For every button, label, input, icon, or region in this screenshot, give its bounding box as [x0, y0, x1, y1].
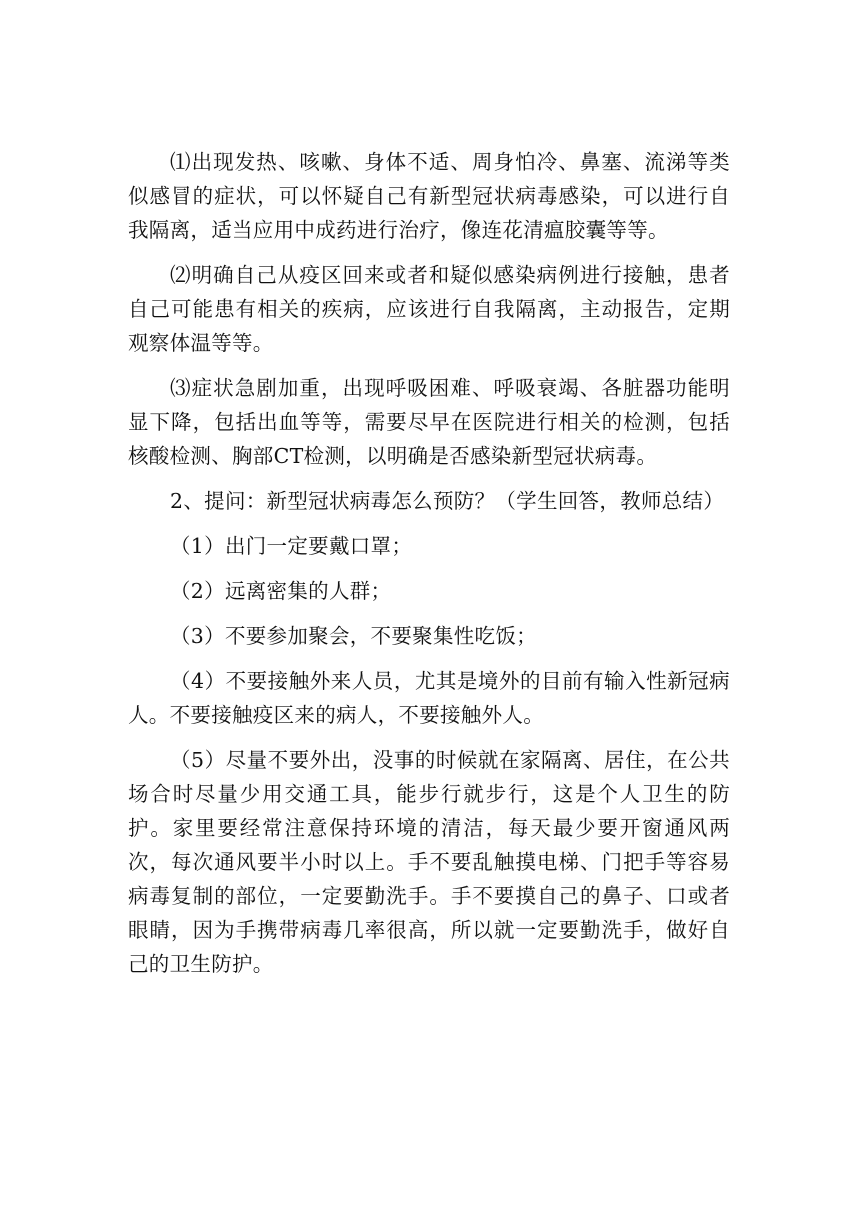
- paragraph-symptom-2: ⑵明确自己从疫区回来或者和疑似感染病例进行接触，患者自己可能患有相关的疾病，应该进行自我隔离，主动报告，定期观察体温等等。: [128, 263, 730, 355]
- prevention-item-3: （3）不要参加聚会，不要聚集性吃饭；: [170, 624, 537, 648]
- prevention-item-1: （1）出门一定要戴口罩；: [170, 534, 413, 558]
- paragraph-symptom-1: ⑴出现发热、咳嗽、身体不适、周身怕冷、鼻塞、流涕等类似感冒的症状，可以怀疑自己有新型冠状病毒感染，可以进行自我隔离，适当应用中成药进行治疗，像连花清瘟胶囊等等。: [128, 150, 730, 242]
- prevention-item-2: （2）远离密集的人群；: [170, 579, 392, 603]
- prevention-item-5: （5）尽量不要外出，没事的时候就在家隔离、居住，在公共场合时尽量少用交通工具，能步行就步行，这是个人卫生的防护。家里要经常注意保持环境的清洁，每天最少要开窗通风两次，每次通风要半小时以上。手不要乱触摸电梯、门把手等容易病毒复制的部位，一定要勤洗手。手不要摸自己的鼻子、口或者眼睛，因为手携带病毒几率很高，所以就一定要勤洗手，做好自己的卫生防护。: [128, 748, 730, 976]
- document-page: [128, 145, 730, 992]
- paragraph-question-prevention: 2、提问：新型冠状病毒怎么预防？（学生回答，教师总结）: [170, 489, 725, 513]
- paragraph-symptom-3: ⑶症状急剧加重，出现呼吸困难、呼吸衰竭、各脏器功能明显下降，包括出血等等，需要尽早在医院进行相关的检测，包括核酸检测、胸部CT检测，以明确是否感染新型冠状病毒。: [128, 376, 730, 468]
- prevention-item-4: （4）不要接触外来人员，尤其是境外的目前有输入性新冠病人。不要接触疫区来的病人，不要接触外人。: [128, 669, 730, 727]
